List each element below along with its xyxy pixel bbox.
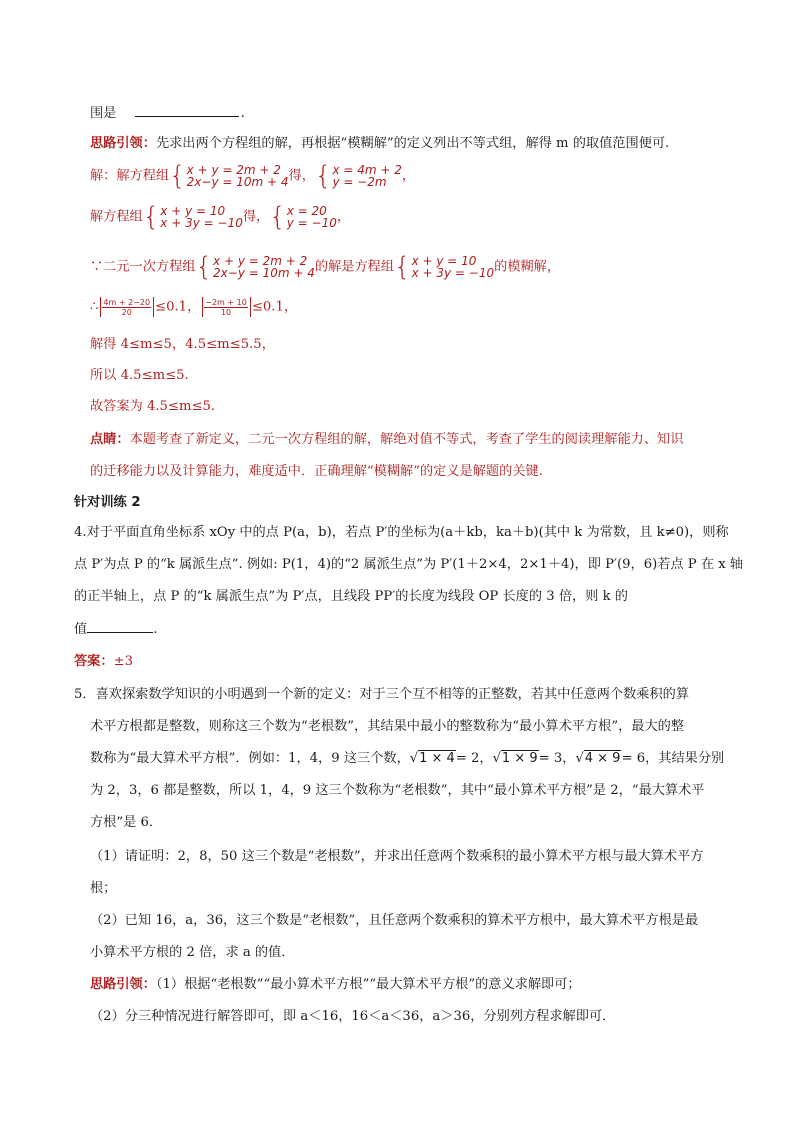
radicand: 1 × 4 [419, 751, 455, 766]
fraction-denominator: 20 [121, 307, 132, 317]
fraction-1 [102, 298, 151, 317]
step-text: ∵二元一次方程组 [90, 259, 196, 275]
q4-period: . [153, 622, 158, 637]
q4-answer-blank[interactable] [87, 620, 153, 633]
hint-text: 先求出两个方程组的解，再根据“模糊解”的定义列出不等式组，解得 m 的取值范围便可. [155, 136, 670, 151]
sqrt-1: √1 × 4 [409, 751, 455, 766]
sqrt-2: √1 × 9 [492, 751, 538, 766]
equation: x + y = 10 [160, 204, 226, 218]
abs-bar [100, 297, 101, 317]
equation: y = −2m [332, 175, 387, 189]
equation-solution-b: { x = 20 y = −10 [269, 202, 337, 232]
q5-line-2: 术平方根都是整数，则称这三个数为“老根数”，其结果中最小的整数称为“最小算术平方根”，最大的整 [90, 719, 685, 734]
q5-text: = 2， [455, 751, 493, 766]
equation: x + 3y = −10 [160, 216, 243, 230]
question-tail-period: . [240, 106, 245, 121]
equation-system-b: { x + y = 10 x + 3y = −10 [142, 202, 243, 232]
fraction-denominator: 10 [220, 307, 232, 317]
q4-line-2: 点 P′为点 P 的“k 属派生点”. 例如: P(1，4)的“2 属派生点”为 P′(1＋2×4，2×1＋4)，即 P′(9，6)若点 P 在 x 轴 [74, 557, 744, 572]
hint-line [90, 135, 669, 153]
q5-text: = 6，其结果分别 [621, 751, 725, 766]
step-text: ， [336, 209, 351, 225]
equation: 2x−y = 10m + 4 [213, 266, 315, 280]
step-text: 得， [242, 209, 270, 225]
abs-bar [202, 297, 203, 317]
equation: x + 3y = −10 [411, 266, 495, 280]
q4-line-4 [74, 620, 157, 639]
radicand: 1 × 9 [501, 751, 538, 766]
q5-part-1-a: （1）请证明：2，8，50 这三个数是“老根数”，并求出任意两个数乘积的最小算术平方根与最大算术平方 [90, 849, 704, 864]
solution-step-4 [90, 297, 297, 317]
answer-label: 答案： [74, 654, 114, 669]
step-text: ≤0.1， [155, 299, 201, 315]
equation-system-a: { x + y = 2m + 2 2x−y = 10m + 4 [169, 161, 289, 191]
step-text: 的模糊解， [494, 259, 561, 275]
equation: y = −10 [286, 216, 337, 230]
q5-part-1-b: 根； [90, 881, 117, 896]
step-text: ， [401, 168, 416, 184]
equation: x = 20 [286, 204, 327, 218]
answer-line [74, 653, 133, 671]
question-tail-line [90, 104, 245, 123]
therefore-symbol: ∴ [90, 299, 99, 315]
abs-bar [250, 297, 251, 317]
q5-text: = 3， [538, 751, 576, 766]
equation-system-a-repeat: { x + y = 2m + 2 2x−y = 10m + 4 [195, 252, 315, 282]
solution-step-1 [90, 163, 415, 189]
step-text: 解方程组 [90, 209, 143, 225]
section-heading: 针对训练 2 [74, 495, 141, 510]
q5-line-5: 方根”是 6． [90, 815, 163, 830]
question-tail-text: 围是 [90, 106, 117, 121]
comment-line-2: 的迁移能力以及计算能力，难度适中．正确理解“模糊解”的定义是解题的关键. [90, 464, 543, 479]
abs-bar [153, 297, 154, 317]
step-text: 得， [288, 168, 315, 184]
solution-step-3 [90, 254, 560, 280]
fraction-numerator: −2m + 10 [205, 297, 247, 307]
step-text: 解：解方程组 [90, 168, 170, 184]
solution-step-7: 故答案为 4.5≤m≤5. [90, 399, 216, 414]
answer-value: ±3 [113, 654, 134, 669]
hint2-line-2: （2）分三种情况进行解答即可，即 a＜16，16＜a＜36，a＞36，分别列方程求解即可． [90, 1009, 616, 1024]
equation: x = 4m + 2 [332, 163, 402, 177]
equation: x + y = 2m + 2 [186, 163, 281, 177]
radicand: 4 × 9 [584, 751, 621, 766]
sqrt-3: √4 × 9 [575, 751, 621, 766]
hint2-label: 思路引领： [90, 977, 156, 992]
equation: x + y = 10 [411, 254, 477, 268]
equation: x + y = 2m + 2 [213, 254, 308, 268]
comment-label: 点睛： [90, 432, 130, 447]
answer-blank[interactable] [135, 104, 239, 117]
hint2-text: （1）根据“老根数”“最小算术平方根”“最大算术平方根”的意义求解即可； [155, 977, 581, 992]
step-text: ≤0.1， [251, 299, 298, 315]
q5-line-1: 5．喜欢探索数学知识的小明遇到一个新的定义：对于三个互不相等的正整数，若其中任意两个数乘积的算 [74, 687, 690, 702]
step-text: 的解是方程组 [314, 259, 395, 275]
q5-part-2-b: 小算术平方根的 2 倍，求 a 的值． [90, 945, 295, 960]
equation: 2x−y = 10m + 4 [186, 175, 289, 189]
q4-line-1: 4.对于平面直角坐标系 xOy 中的点 P(a，b)，若点 P′的坐标为(a＋kb，ka＋b)(其中 k 为常数，且 k≠0)，则称 [74, 525, 729, 540]
q5-text: 数称为“最大算术平方根”．例如：1，4，9 这三个数， [90, 751, 410, 766]
fraction-2 [204, 298, 248, 317]
fraction-numerator: 4m + 2−20 [103, 297, 151, 307]
q5-line-4: 为 2，3，6 都是整数，所以 1，4，9 这三个数称为“老根数”，其中“最小算术平方根”是 2，“最大算术平 [90, 783, 705, 798]
solution-step-5: 解得 4≤m≤5，4.5≤m≤5.5， [90, 337, 275, 352]
q4-line-3: 的正半轴上，点 P 的“k 属派生点”为 P′点，且线段 PP′的长度为线段 OP 长度的 3 倍，则 k 的 [74, 589, 628, 604]
q5-part-2-a: （2）已知 16，a，36，这三个数是“老根数”，且任意两个数乘积的算术平方根中，最大算术平方根是最 [90, 913, 699, 928]
solution-step-6: 所以 4.5≤m≤5. [90, 368, 189, 383]
q5-line-3 [90, 750, 724, 768]
solution-step-2 [90, 204, 350, 230]
comment-text: 本题考查了新定义，二元一次方程组的解，解绝对值不等式，考查了学生的阅读理解能力、知识 [129, 432, 684, 447]
hint2-line-1 [90, 976, 581, 994]
equation-system-b-repeat: { x + y = 10 x + 3y = −10 [394, 252, 495, 282]
equation-solution-a: { x = 4m + 2 y = −2m [314, 161, 402, 191]
hint-label: 思路引领： [90, 136, 156, 151]
comment-line-1 [90, 431, 683, 449]
q4-text: 值 [74, 622, 88, 637]
